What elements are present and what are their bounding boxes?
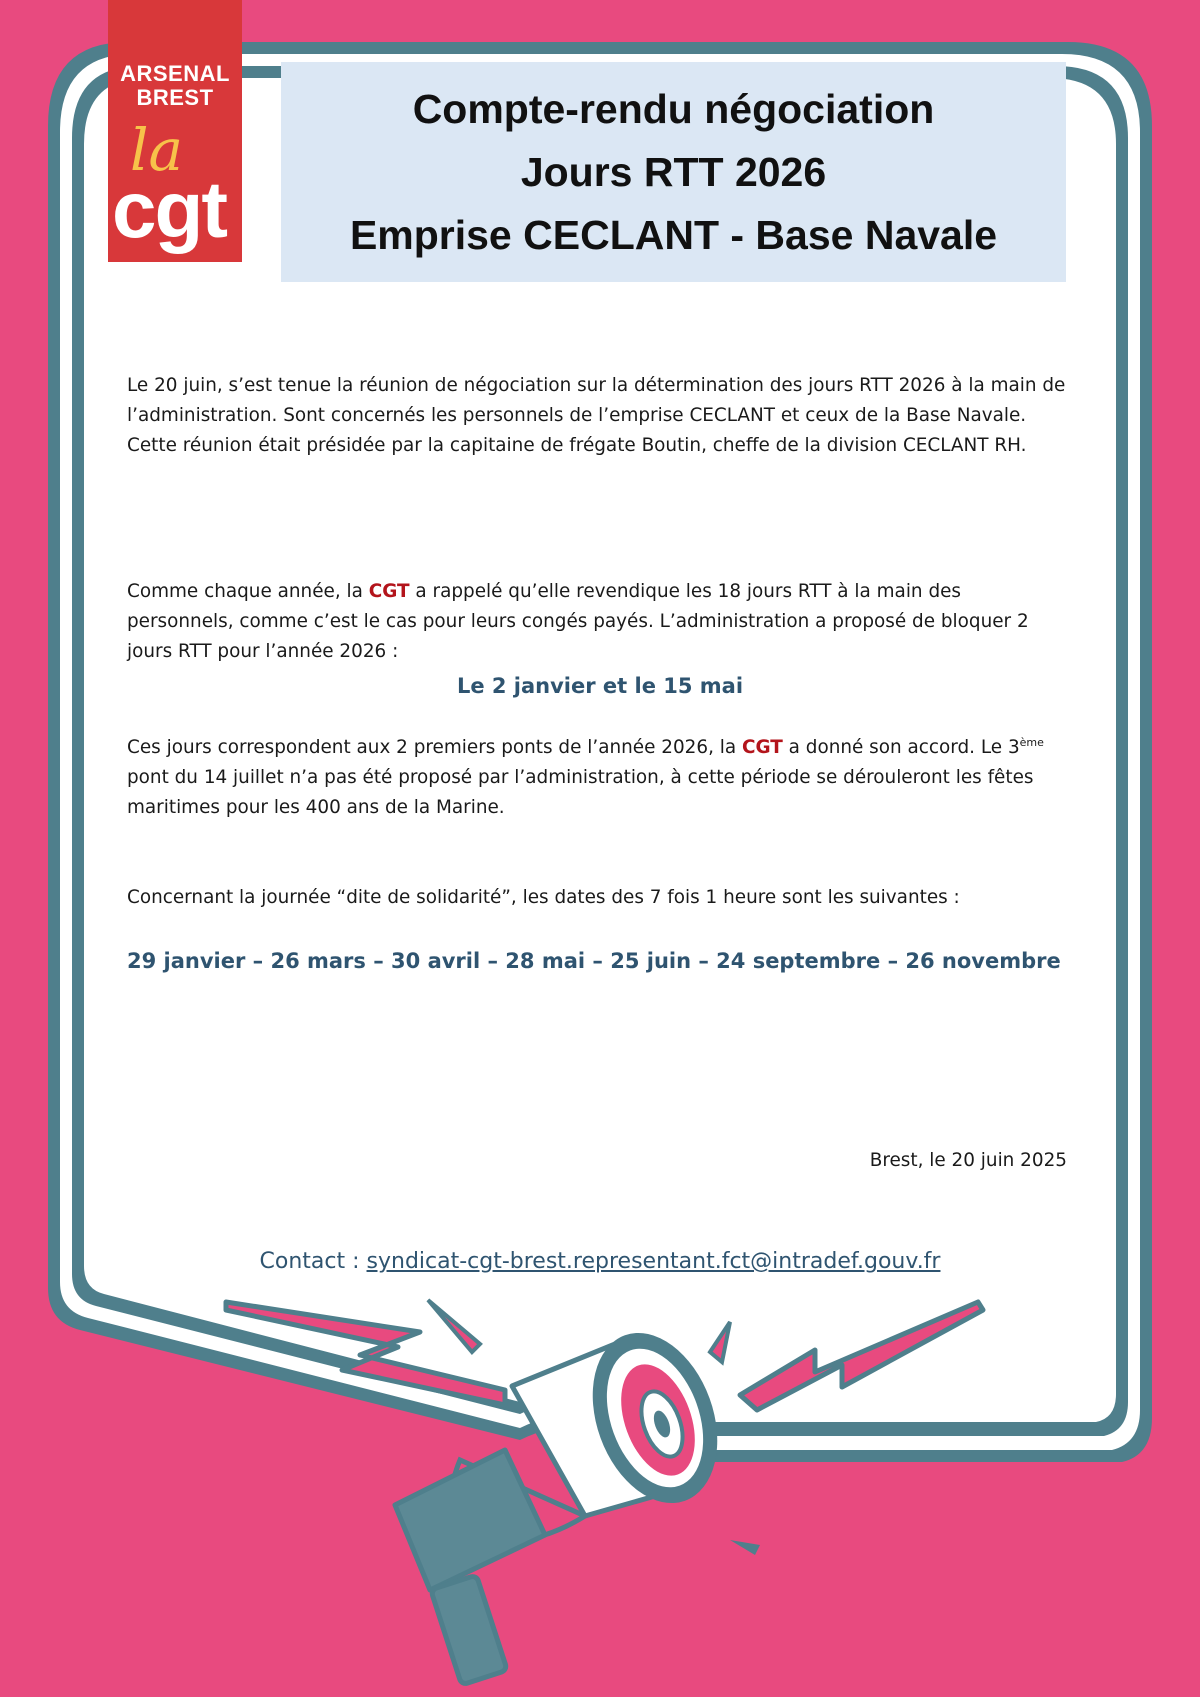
paragraph-meeting: Le 20 juin, s’est tenue la réunion de négociation sur la détermination des jours RTT 2026 à la main de l’administration. Sont concernés les personnels de l’emprise CECLANT et ceux de la Base Navale. Cette réunion était présidée par la capitaine de frégate Boutin, cheffe de la division CECLANT RH. [127,375,1066,456]
logo-la-text: la [130,116,184,184]
ordinal-suffix: ème [1019,736,1044,749]
paragraph-cgt-demand-end: a rappelé qu’elle revendique les 18 jours RTT à la main des personnels, comme c’est le cas pour leurs congés payés. L’administration a proposé de bloquer 2 jours RTT pour l’année 2026 : [127,581,1029,662]
solidarity-dates: 29 janvier – 26 mars – 30 avril – 28 mai – 25 juin – 24 septembre – 26 novembre [127,949,1061,973]
title-box [281,62,1066,282]
logo-brest-text: BREST [136,85,214,110]
paragraph-agreement-start: Ces jours correspondent aux 2 premiers ponts de l’année 2026, la [127,737,742,759]
signoff-date: Brest, le 20 juin 2025 [869,1150,1067,1171]
logo-arsenal-text: ARSENAL [120,61,230,86]
paragraph-agreement-mid: a donné son accord. Le [782,737,1008,759]
blocked-days-highlight: Le 2 janvier et le 15 mai [456,674,744,698]
ordinal-number: 3 [1007,737,1020,759]
cgt-name: CGT [741,737,783,759]
paragraph-agreement [127,728,1067,823]
cgt-name: CGT [368,581,410,602]
cgt-arsenal-logo [108,0,242,262]
logo-cgt-text: cgt [112,165,226,254]
contact-label: Contact : [259,1249,367,1274]
title-line-2: Jours RTT 2026 [520,148,827,195]
contact-line [0,1249,1200,1274]
title-line-3: Emprise CECLANT - Base Navale [349,211,998,258]
paragraph-cgt-demand [127,577,1067,667]
contact-email-link[interactable]: syndicat-cgt-brest.representant.fct@intradef.gouv.fr [366,1249,941,1274]
title-line-1: Compte-rendu négociation [412,85,935,132]
paragraph-cgt-demand-start: Comme chaque année, la [127,581,369,602]
paragraph-agreement-end: pont du 14 juillet n’a pas été proposé par l’administration, à cette période se dérouleront les fêtes maritimes pour les 400 ans de la Marine. [127,767,1034,819]
paragraph-solidarity: Concernant la journée “dite de solidarité”, les dates des 7 fois 1 heure sont les suivantes : [127,887,960,908]
